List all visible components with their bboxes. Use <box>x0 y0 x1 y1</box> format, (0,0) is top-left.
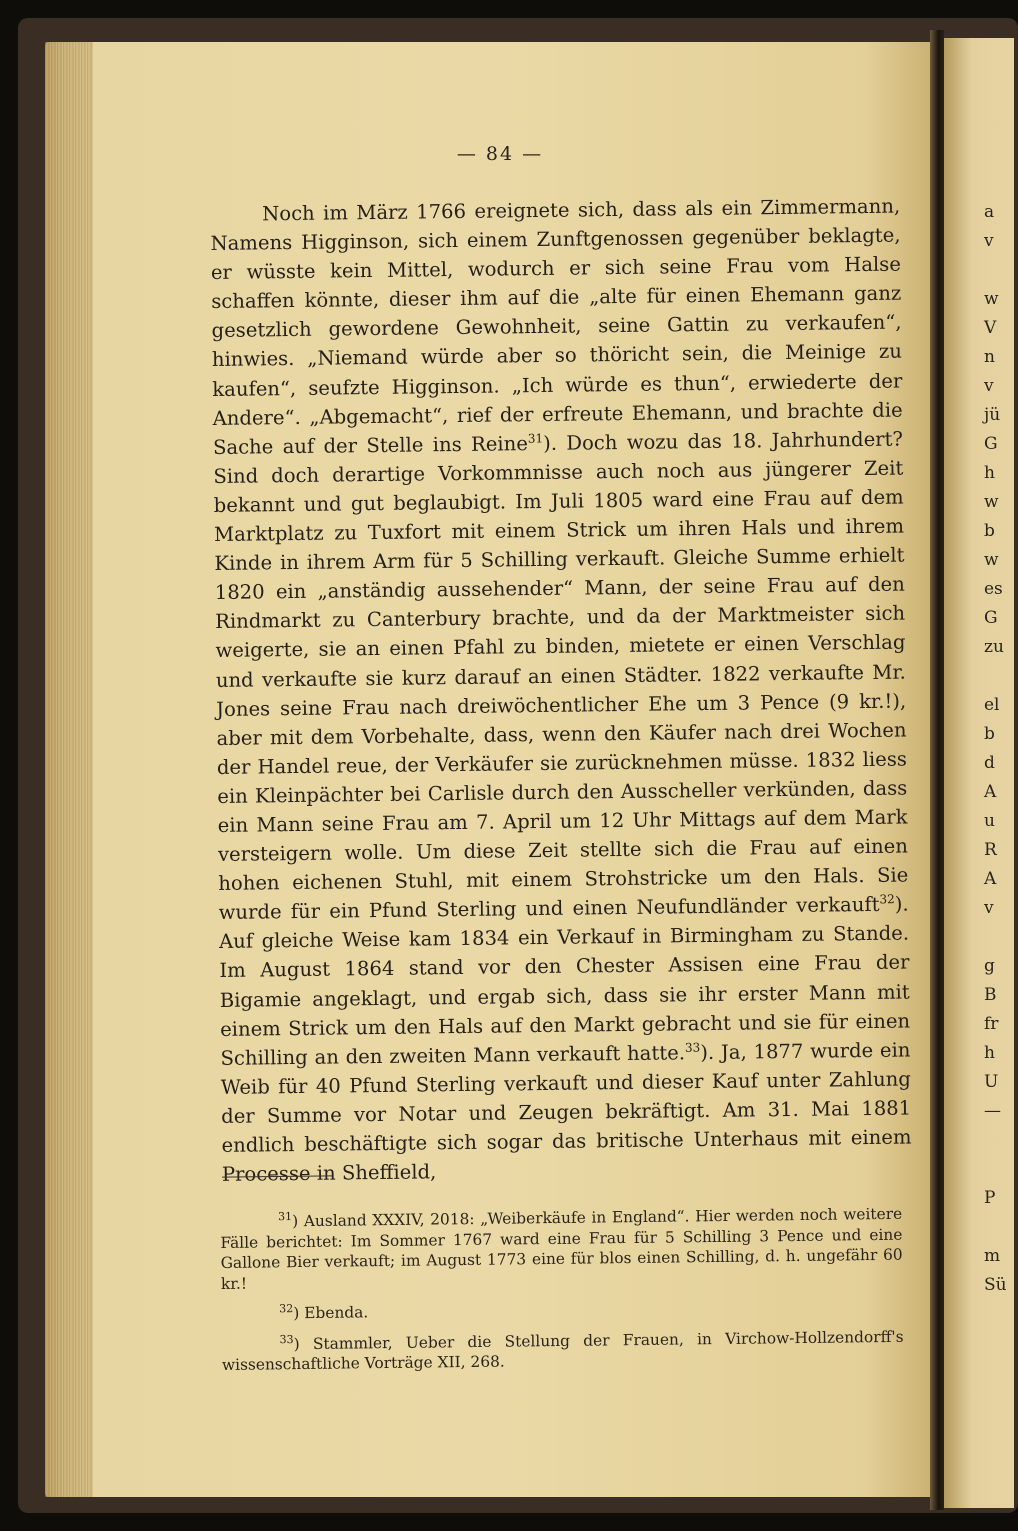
facing-page-text-fragments <box>984 198 1014 1300</box>
footnote-mark: 31 <box>278 1210 293 1224</box>
paragraph-text-d: ). Ja, 1877 wurde ein Weib für 40 Pfund Sterling verkauft und dieser Kauf unter Zahlung der Summe vor Notar und Zeugen bekräftigt. Am 31. Mai 1881 endlich beschäftigte sich sogar das britische Unterhaus mit einem Processe in Sheffield, <box>220 1038 912 1187</box>
facing-fragment: el <box>984 695 1000 715</box>
page-edges <box>45 42 93 1497</box>
facing-fragment: n <box>984 347 995 367</box>
facing-fragment: G <box>984 608 998 628</box>
facing-fragment: jü <box>984 405 1001 425</box>
facing-fragment: B <box>984 985 997 1005</box>
footnote-ref-33: 33 <box>684 1040 701 1055</box>
facing-fragment: w <box>984 289 999 309</box>
facing-fragment: b <box>984 724 995 744</box>
paragraph-text-a: Noch im März 1766 ereignete sich, dass als ein Zimmermann, Namens Higginson, sich einem Zunftgenossen gegenüber beklagte, er wüsste kein Mittel, wodurch er sich seine Frau vom Halse schaffen könnte, dieser ihm auf die „alte für einen Ehemann ganz gesetzlich gewordene Gewohnheit, seine Gattin zu verkaufen“, hinwies. „Niemand würde aber so thöricht sein, die Meinige zu kaufen“, seufzte Higginson. „Ich würde es thun“, erwiederte der Andere“. „Abgemacht“, rief der erfreute Ehemann, und brachte die Sache auf der Stelle ins Reine <box>210 194 903 459</box>
facing-fragment: w <box>984 492 999 512</box>
footnote-mark: 32 <box>279 1302 294 1316</box>
facing-fragment: v <box>984 376 994 396</box>
footnote-text: ) Stammler, Ueber die Stellung der Frauen, in Virchow-Hollzendorff's wissenschaftliche Vorträge XII, 268. <box>221 1327 904 1375</box>
facing-fragment: h <box>984 463 995 483</box>
page-number: — 84 — <box>456 143 544 165</box>
facing-fragment <box>984 1213 1014 1242</box>
footnotes <box>220 1200 904 1382</box>
facing-fragment: d <box>984 753 995 773</box>
footnote-31 <box>220 1200 903 1294</box>
facing-fragment: w <box>984 550 999 570</box>
facing-fragment <box>984 1155 1014 1184</box>
facing-fragment: m <box>984 1246 1001 1266</box>
footnote-32 <box>221 1292 903 1325</box>
facing-fragment: v <box>984 231 994 251</box>
facing-fragment: — <box>984 1101 1001 1121</box>
facing-fragment: u <box>984 811 995 831</box>
facing-fragment: fr <box>984 1014 999 1034</box>
footnote-mark: 33 <box>279 1332 294 1347</box>
facing-fragment: A <box>984 782 997 802</box>
facing-fragment: a <box>984 202 995 222</box>
facing-fragment: Sü <box>984 1275 1007 1295</box>
facing-fragment <box>984 662 1014 691</box>
book-gutter <box>930 30 944 1510</box>
footnote-text: ) Ausland XXXIV, 2018: „Weiberkäufe in England“. Hier werden noch weitere Fälle berichtet: Im Sommer 1767 ward eine Frau für 5 Schilling 3 Pence und eine Gallone Bier verkauft; im August 1773 eine für blos einen Schilling, d. h. ungefähr 60 kr.! <box>220 1204 903 1293</box>
footnote-ref-31: 31 <box>527 431 544 446</box>
facing-fragment: v <box>984 898 994 918</box>
paragraph-text-c: ). Auf gleiche Weise kam 1834 ein Verkauf in Birmingham zu Stande. Im August 1864 stand vor den Chester Assisen eine Frau der Bigamie angeklagt, und ergab sich, dass sie ihr erster Mann mit einem Strick um den Hals auf den Markt gebracht und sie für einen Schilling an den zweiten Mann verkauft hatte. <box>218 892 911 1070</box>
facing-fragment: V <box>984 318 997 338</box>
facing-fragment <box>984 256 1014 285</box>
facing-fragment: A <box>984 869 997 889</box>
facing-fragment: zu <box>984 637 1004 657</box>
facing-fragment: U <box>984 1072 999 1092</box>
facing-fragment: h <box>984 1043 995 1063</box>
facing-fragment: es <box>984 579 1003 599</box>
facing-fragment <box>984 923 1014 952</box>
facing-fragment: g <box>984 956 995 976</box>
footnote-text: ) Ebenda. <box>293 1303 369 1323</box>
main-paragraph <box>210 192 912 1190</box>
facing-fragment: G <box>984 434 998 454</box>
facing-fragment: b <box>984 521 995 541</box>
footnote-ref-32: 32 <box>879 892 895 907</box>
facing-fragment: P <box>984 1188 996 1208</box>
facing-fragment <box>984 1126 1014 1155</box>
paragraph-text-b: ). Doch wozu das 18. Jahrhundert? Sind doch derartige Vorkommnisse auch noch aus jüngerer Zeit bekannt und gut beglaubigt. Im Juli 1805 ward eine Frau auf dem Marktplatz zu Tuxfort mit einem Strick um ihren Hals und ihrem Kinde in ihrem Arm für 5 Schilling verkauft. Gleiche Summe erhielt 1820 ein „anständig aussehender“ Mann, der seine Frau auf den Rindmarkt zu Canterbury brachte, und da der Marktmeister sich weigerte, sie an einen Pfahl zu binden, mietete er einen Verschlag und verkaufte sie kurz darauf an einen Städter. 1822 verkaufte Mr. Jones seine Frau nach dreiwöchentlicher Ehe um 3 Pence (9 kr.!), aber mit dem Vorbehalte, dass, wenn den Käufer nach drei Wochen der Handel reue, der Verkäufer sie zurücknehmen müsse. 1832 liess ein Kleinpächter bei Carlisle durch den Ausscheller verkünden, dass ein Mann seine Frau am 7. April um 12 Uhr Mittags auf dem Mark versteigern wolle. Um diese Zeit stellte sich die Frau auf einen hohen eichenen Stuhl, mit einem Strohstricke um den Hals. Sie wurde für ein Pfund Sterling und einen Neufundländer verkauft <box>213 427 909 925</box>
facing-fragment: R <box>984 840 997 860</box>
footnote-33 <box>221 1322 904 1375</box>
